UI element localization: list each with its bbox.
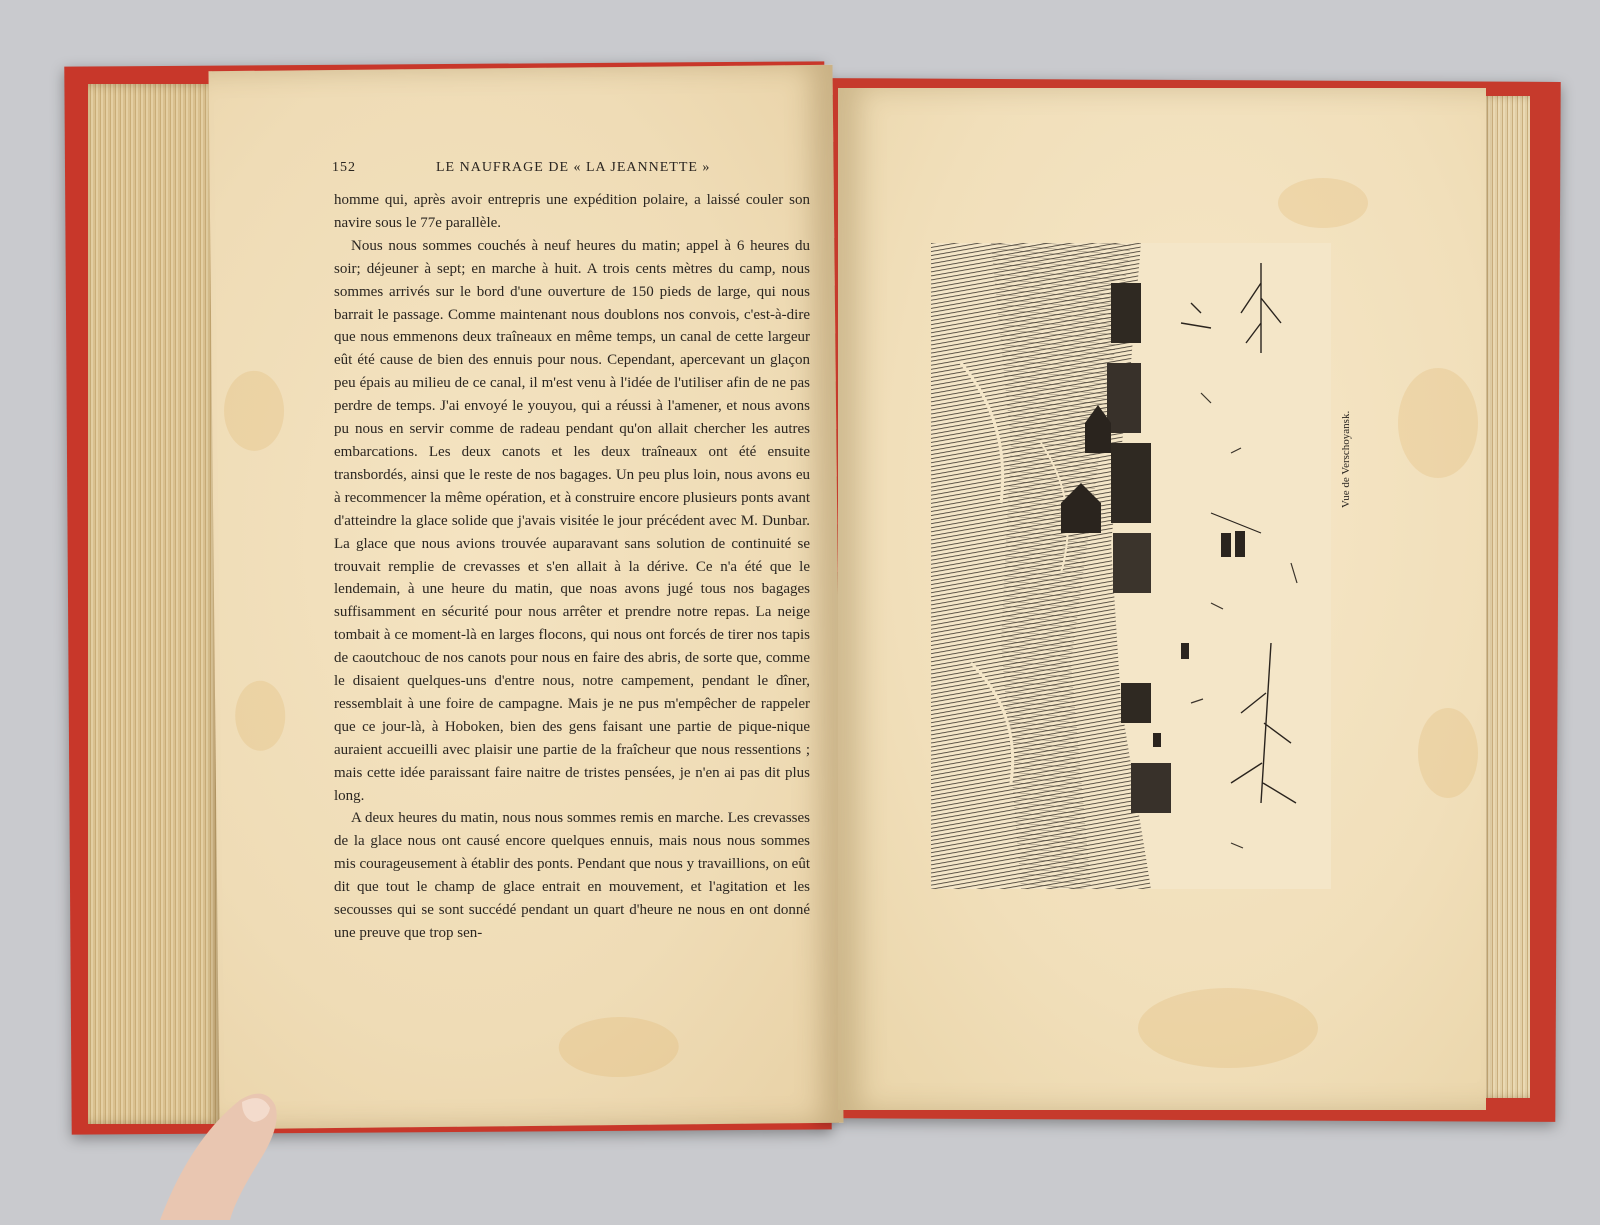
foxing-spot [1418, 708, 1478, 798]
thumb-drawing [150, 1080, 300, 1220]
foxing-spot [558, 1016, 679, 1077]
figure-caption: Vue de Verschoyansk. [1340, 410, 1352, 508]
engraving-illustration [931, 243, 1331, 889]
paragraph: homme qui, après avoir entrepris une expédition polaire, a laissé couler son navire sous le 77e parallèle. [334, 192, 810, 231]
foxing-spot [1278, 178, 1368, 228]
page-number: 152 [332, 160, 356, 175]
running-head [332, 160, 812, 182]
page-header-title: LE NAUFRAGE DE « LA JEANNETTE » [436, 160, 711, 175]
engraving-drawing [931, 243, 1331, 889]
page-edges-right [1480, 96, 1530, 1098]
foxing-spot [235, 681, 286, 752]
foxing-spot [1398, 368, 1478, 478]
foxing-spot [1138, 988, 1318, 1068]
paragraph: Nous nous sommes couchés à neuf heures du matin; appel à 6 heures du soir; déjeuner à sept; en marche à huit. A trois cents mètres du camp, nous sommes arrivés sur le bord d'une ouverture de 150 pieds de large, qui nous barrait le passage. Comme maintenant nous doublons nos convois, c'est-à-dire que nous emmenons deux traîneaux en même temps, un canal de cette largeur eût été cause de bien des ennuis pour nous. Cependant, apercevant un glaçon peu épais au milieu de ce canal, il m'est venu à l'idée de l'utiliser afin de ne pas perdre de temps. J'ai envoyé le youyou, qui a réussi à l'amener, et nous avons pu nous en servir comme de radeau pendant qu'on allait chercher les autres embarcations. Les deux canots et les deux traîneaux ont été ensuite transbordés, ainsi que le reste de nos bagages. Un peu plus loin, nous avons eu à recommencer la même opération, et à construire encore plusieurs ponts avant d'atteindre la glace solide que j'avais visitée le jour précédent avec M. Dunbar. La glace que nous avions trouvée auparavant sans solution de continuité se trouvait remplie de crevasses et s'en allait à la dérive. Ce n'a été que le lendemain, à une heure du matin, que noas avons jugé tous nos bagages suffisamment en sécurité pour nous arrêter et prendre notre repas. La neige tombait à ce moment-là en larges flocons, qui nous ont forcés de tirer nos tapis de caoutchouc de nos canots pour nous en faire des abris, de sorte que, comme le disaient quelques-uns d'entre nous, notre campement, pendant le dîner, ressemblait à une foire de campagne. Mais je ne pus m'empêcher de rappeler que ce jour-là, à Hoboken, bien des gens faisant une partie de pique-nique auraient accueilli avec plaisir une partie de la fraîcheur que nous ressentions ; mais cette idée paraissant faire naitre de tristes pensées, je n'en ai pas dit plus long. [334, 237, 810, 804]
page-edges-left [88, 84, 220, 1124]
foxing-spot [224, 371, 285, 452]
paragraph: A deux heures du matin, nous nous sommes remis en marche. Les crevasses de la glace nous ont causé encore quelques ennuis, mais nous nous sommes mis courageusement à établir des ponts. Pendant que nous y travaillions, on eût dit que tout le champ de glace entrait en mouvement, et l'agitation et les secousses qui se sont succédé pendant un quart d'heure ne nous en ont donné une preuve que trop sen- [334, 810, 810, 941]
reader-thumb [150, 1080, 300, 1220]
body-text [334, 189, 810, 945]
